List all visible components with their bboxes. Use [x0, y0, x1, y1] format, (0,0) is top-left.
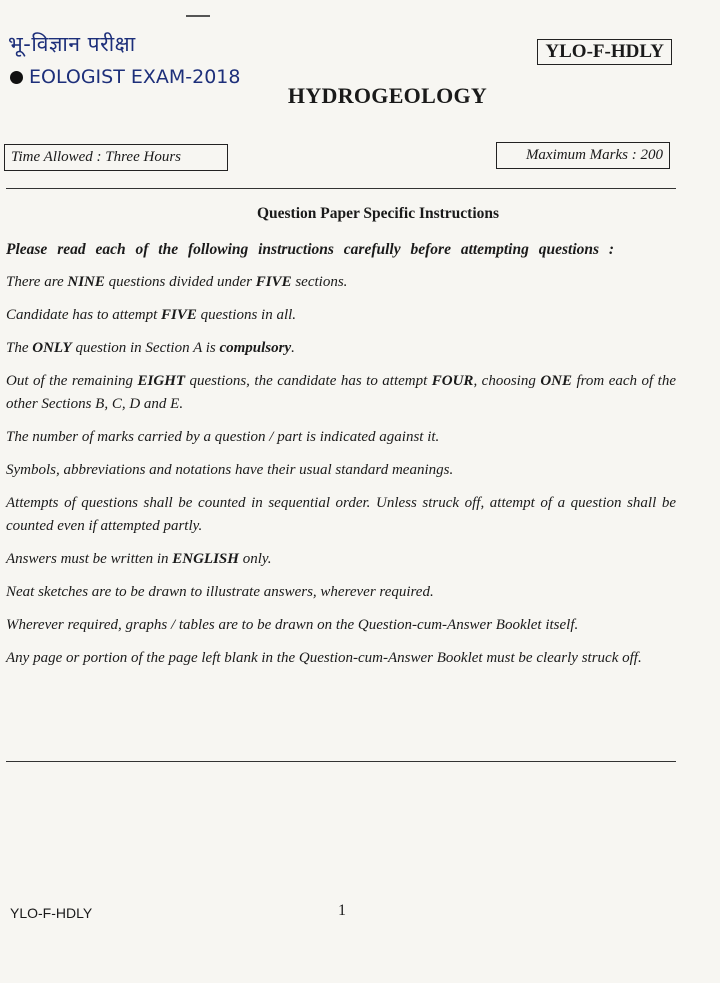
instruction-item — [6, 426, 676, 449]
top-divider — [6, 188, 676, 189]
instruction-item — [6, 304, 676, 327]
instruction-text: questions divided under — [104, 274, 256, 290]
instruction-text: Answers must be written in — [6, 551, 173, 567]
instruction-emphasis: ENGLISH — [172, 551, 239, 567]
bullet-dot-icon — [10, 71, 23, 84]
instruction-text: Attempts of questions shall be counted in sequential order. Unless struck off, attempt of a question shall be counted even if attempted partly. — [6, 495, 676, 534]
instruction-item — [6, 337, 676, 360]
instruction-emphasis: ONLY — [32, 340, 72, 356]
instructions-heading: Question Paper Specific Instructions — [256, 205, 500, 222]
ink-mark — [186, 15, 210, 17]
instruction-text: The number of marks carried by a question / part is indicated against it. — [6, 429, 440, 445]
instruction-item — [6, 492, 676, 538]
instruction-item — [6, 647, 676, 670]
instructions-lead: Please read each of the following instructions carefully before attempting questions : — [6, 241, 615, 258]
instruction-item — [6, 459, 676, 482]
time-allowed-box: Time Allowed : Three Hours — [4, 144, 228, 171]
stamp-english-text: EOLOGIST EXAM-2018 — [29, 66, 241, 88]
instruction-text: Symbols, abbreviations and notations have their usual standard meanings. — [6, 462, 454, 478]
instruction-text: only. — [238, 551, 272, 567]
bottom-divider — [6, 761, 676, 762]
footer-paper-code: YLO-F-HDLY — [10, 905, 93, 921]
instruction-item — [6, 581, 676, 604]
stamp-hindi-title: भू-विज्ञान परीक्षा — [8, 32, 136, 56]
subject-title: HYDROGEOLOGY — [287, 83, 488, 108]
instruction-text: Neat sketches are to be drawn to illustrate answers, wherever required. — [6, 584, 434, 600]
instruction-items — [6, 271, 676, 670]
instruction-text: Any page or portion of the page left blank in the Question-cum-Answer Booklet must be clearly struck off. — [6, 650, 642, 666]
instruction-text: sections. — [291, 274, 348, 290]
instruction-emphasis: FIVE — [161, 307, 197, 323]
instruction-text: question in Section A is — [71, 340, 220, 356]
maximum-marks-box: Maximum Marks : 200 — [496, 142, 670, 169]
instruction-item — [6, 370, 676, 416]
instruction-text: , choosing — [473, 373, 541, 389]
instruction-emphasis: FOUR — [431, 373, 474, 389]
instruction-text: The — [6, 340, 33, 356]
instruction-text: questions, the candidate has to attempt — [185, 373, 432, 389]
instruction-text: . — [291, 340, 295, 356]
instruction-text: questions in all. — [196, 307, 297, 323]
page-number: 1 — [338, 902, 346, 919]
instruction-emphasis: compulsory — [219, 340, 292, 356]
instruction-emphasis: EIGHT — [137, 373, 186, 389]
instruction-item — [6, 548, 676, 571]
instructions-list — [6, 238, 676, 680]
instruction-text: Wherever required, graphs / tables are to be drawn on the Question-cum-Answer Booklet itself. — [6, 617, 579, 633]
instruction-emphasis: ONE — [540, 373, 572, 389]
instruction-item — [6, 614, 676, 637]
instruction-text: from each of the other Sections B, C, D and E. — [6, 373, 676, 412]
paper-code-box: YLO-F-HDLY — [537, 39, 672, 65]
instruction-item — [6, 271, 676, 294]
instruction-emphasis: NINE — [67, 274, 105, 290]
instruction-emphasis: FIVE — [255, 274, 292, 290]
instruction-text: There are — [6, 274, 68, 290]
instruction-text: Out of the remaining — [6, 373, 138, 389]
instruction-text: Candidate has to attempt — [6, 307, 161, 323]
